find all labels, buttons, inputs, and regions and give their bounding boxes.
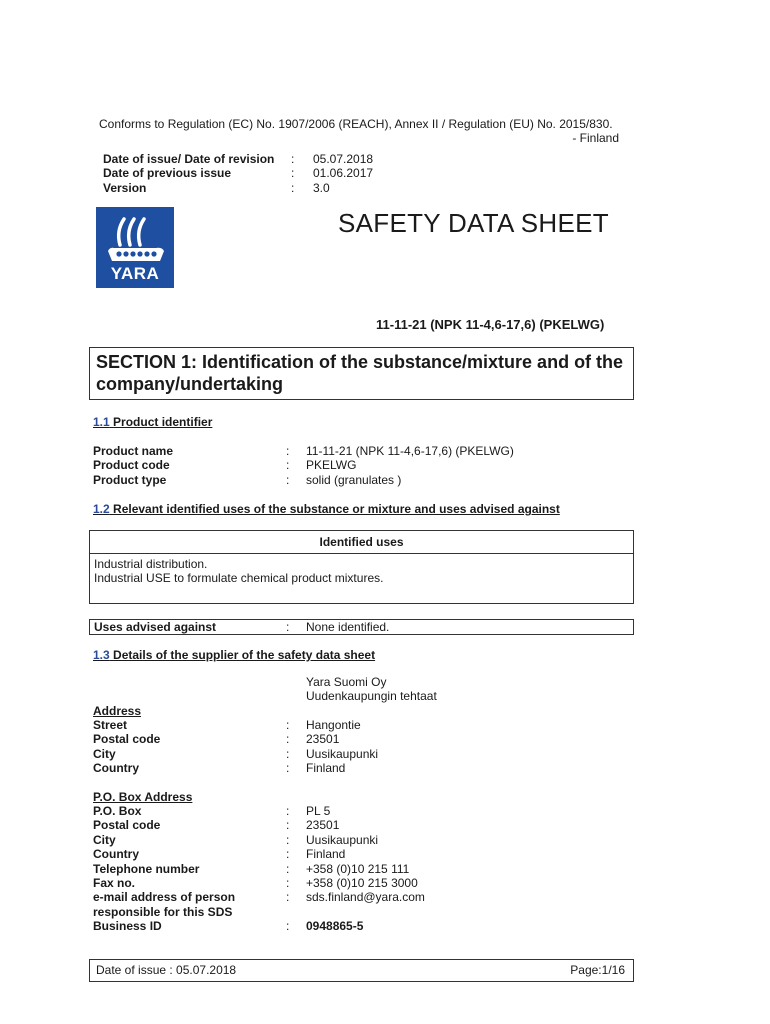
po-box-heading: P.O. Box Address [93,790,193,804]
po-box-row: P.O. Box : PL 5 [93,804,331,818]
field-label: P.O. Box [93,804,142,818]
field-label: City [93,832,116,847]
product-title: 11-11-21 (NPK 11-4,6-17,6) (PKELWG) [376,317,605,332]
field-value: Hangontie [306,718,361,732]
supplier-site: Uudenkaupungin tehtaat [306,689,437,704]
field-label: Version [103,180,147,195]
field-value: 3.0 [313,180,330,195]
field-label: Date of previous issue [103,166,232,181]
subsection-1-1-title [93,415,212,429]
subsection-label: Relevant identified uses of the substance or mixture and uses advised against [113,502,560,516]
header-fields [103,152,403,195]
use-line: Industrial distribution. [94,557,208,571]
subsection-number: 1.1 [93,415,110,429]
po-box-fields [93,804,633,934]
field-value: +358 (0)10 215 3000 [306,875,418,890]
identified-uses-body [90,554,633,588]
po-city-row: City : Uusikaupunki [93,832,379,847]
field-label: Street [93,718,128,732]
field-value: PL 5 [306,804,331,818]
address-fields [93,718,633,776]
product-name-row: Product name : 11-11-21 (NPK 11-4,6-17,6) (PKELWG) [93,444,514,458]
product-code-row: Product code : PKELWG [93,458,357,473]
product-type-row: Product type : solid (granulates ) [93,472,402,487]
country-row: Country : Finland [93,761,346,776]
document-title: SAFETY DATA SHEET [338,208,609,238]
field-value[interactable]: sds.finland@yara.com [306,890,425,905]
field-value: +358 (0)10 215 111 [306,861,410,876]
field-label: Telephone number [93,861,200,876]
page-footer [89,959,634,982]
field-label: Uses advised against [94,620,217,634]
field-value: 23501 [306,818,340,833]
field-label: Date of issue/ Date of revision [103,152,275,166]
field-value: Uusikaupunki [306,832,379,847]
fax-row: Fax no. : +358 (0)10 215 3000 [93,875,418,890]
address-heading: Address [93,704,142,718]
page-number: Page:1/16 [570,963,625,977]
product-identifier-fields [93,444,633,487]
email-row: e-mail address of person : sds.finland@yara.com [93,890,425,905]
field-value: Finland [306,761,346,776]
subsection-label: Product identifier [113,415,213,429]
regulation-line: Conforms to Regulation (EC) No. 1907/2006 (REACH), Annex II / Regulation (EU) No. 2015/830. [99,117,613,131]
supplier-name: Yara Suomi Oy [306,675,387,689]
po-country-row: Country : Finland [93,847,346,862]
regulation-country: - Finland [572,131,619,145]
logo-text: YARA [110,264,160,283]
field-value: PKELWG [306,458,357,473]
use-line: Industrial USE to formulate chemical product mixtures. [94,571,384,585]
subsection-number: 1.2 [93,502,110,516]
regulation-notice [99,117,619,145]
business-id-row: Business ID : 0948865-5 [93,919,364,934]
field-label: Postal code [93,732,161,747]
subsection-number: 1.3 [93,648,110,662]
identified-uses-header: Identified uses [90,531,633,554]
field-value: 05.07.2018 [313,152,374,166]
uses-advised-against-row: Uses advised against : None identified. [89,619,634,635]
field-value: None identified. [306,620,390,634]
field-label: Product code [93,458,170,473]
subsection-label: Details of the supplier of the safety data sheet [113,648,376,662]
field-value: Finland [306,847,346,862]
subsection-1-3-title [93,648,375,662]
field-label: responsible for this SDS [93,904,233,919]
field-label: Business ID [93,919,162,934]
field-value: 11-11-21 (NPK 11-4,6-17,6) (PKELWG) [306,444,514,458]
field-value: solid (granulates ) [306,472,402,487]
field-value: 01.06.2017 [313,166,374,181]
yara-logo [96,207,174,288]
footer-issue-date: Date of issue : 05.07.2018 [96,963,237,977]
field-value: 23501 [306,732,340,747]
identified-uses-table [89,530,634,604]
field-label: Product type [93,472,167,487]
field-label: Country [93,847,139,862]
field-label: City [93,746,116,761]
previous-issue-row: Date of previous issue : 01.06.2017 [103,166,374,181]
street-row: Street : Hangontie [93,718,361,732]
field-label: Postal code [93,818,161,833]
subsection-1-2-title [93,502,560,516]
field-value: Uusikaupunki [306,746,379,761]
field-label: e-mail address of person [93,890,236,905]
version-row: Version : 3.0 [103,180,330,195]
field-label: Fax no. [93,875,136,890]
po-postal-code-row: Postal code : 23501 [93,818,340,833]
email-row-continued [93,905,633,919]
issue-date-row: Date of issue/ Date of revision : 05.07.2018 [103,152,374,166]
section-1-heading: SECTION 1: Identification of the substance/mixture and of the company/undertaking [89,347,634,400]
field-value: 0948865-5 [306,919,364,934]
field-label: Product name [93,444,174,458]
supplier-name-block [306,675,437,704]
postal-code-row: Postal code : 23501 [93,732,340,747]
telephone-row: Telephone number : +358 (0)10 215 111 [93,861,410,876]
city-row: City : Uusikaupunki [93,746,379,761]
field-label: Country [93,761,139,776]
